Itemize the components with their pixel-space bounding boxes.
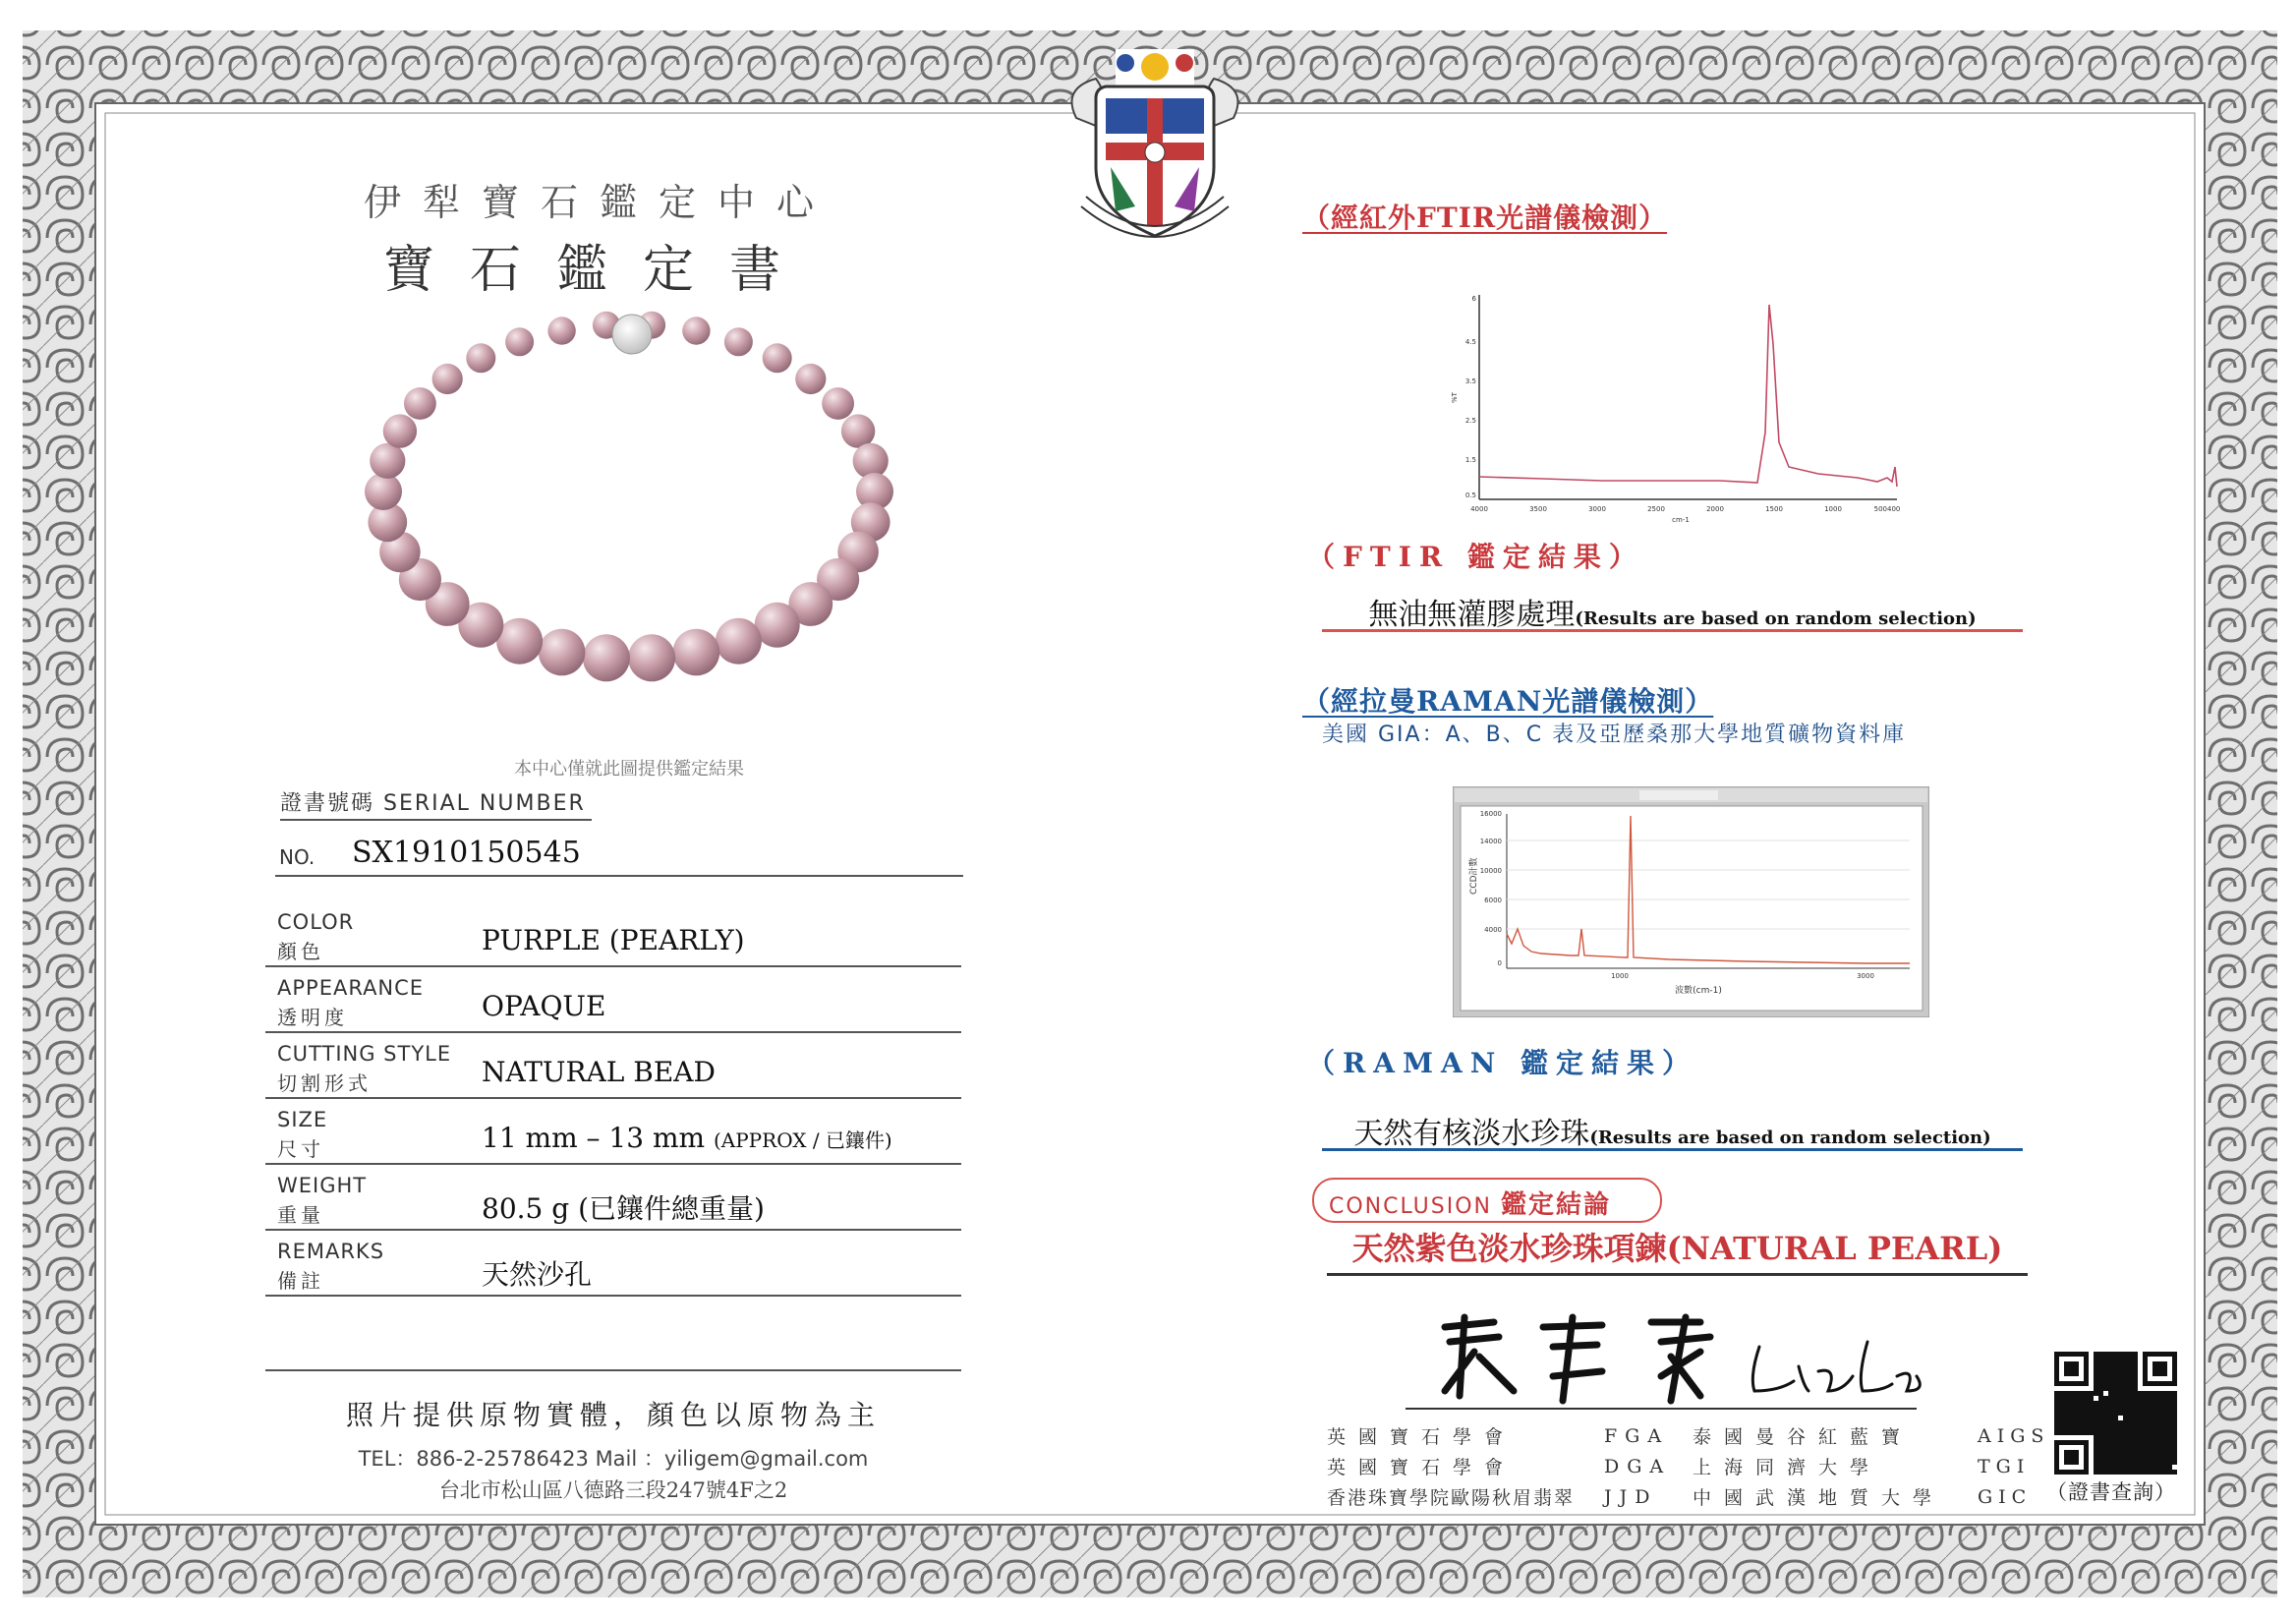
gem-association-crest — [1057, 49, 1253, 251]
raman-test-title: （經拉曼RAMAN光譜儀檢測） — [1302, 685, 1714, 718]
spec-row-cutting-style — [265, 1034, 961, 1099]
credential-row: 香港珠寶學院歐陽秋眉翡翠 JJD 中國武漢地質大學 GIC — [1327, 1485, 2033, 1509]
spec-zh-label: 尺寸 — [277, 1137, 324, 1161]
ftir-result: 無油無灌膠處理(Results are based on random selection) — [1322, 590, 2023, 632]
svg-text:0.5: 0.5 — [1464, 492, 1476, 499]
conclusion-value: 天然紫色淡水珍珠項鍊(NATURAL PEARL) — [1327, 1224, 2028, 1276]
clasp — [612, 315, 652, 354]
spec-en-label: REMARKS — [277, 1240, 385, 1263]
raman-result-title: （RAMAN 鑑定結果） — [1307, 1047, 1698, 1079]
svg-text:%T: %T — [1451, 392, 1459, 403]
serial-no-value: SX1910150545 — [352, 836, 581, 870]
spec-en-label: WEIGHT — [277, 1174, 368, 1197]
raman-reference: 美國 GIA：A、B、C 表及亞歷桑那大學地質礦物資料庫 — [1322, 723, 1907, 747]
svg-text:10000: 10000 — [1479, 867, 1502, 875]
pearl-bead — [822, 387, 854, 420]
svg-text:2500: 2500 — [1647, 505, 1665, 513]
pearl-bead — [365, 473, 402, 510]
spec-row-remarks — [265, 1232, 961, 1297]
pearl-bead — [539, 629, 586, 676]
raman-result: 天然有核淡水珍珠(Results are based on random selection) — [1322, 1109, 2023, 1151]
spec-value: OPAQUE — [482, 990, 606, 1022]
spec-zh-label: 重量 — [277, 1203, 324, 1227]
svg-text:1500: 1500 — [1765, 505, 1783, 513]
certificate-lookup-label: （證書查詢） — [2046, 1480, 2176, 1504]
spec-zh-label: 顏色 — [277, 940, 324, 963]
svg-text:4000: 4000 — [1470, 505, 1488, 513]
svg-text:4000: 4000 — [1484, 926, 1502, 934]
svg-text:3000: 3000 — [1588, 505, 1606, 513]
pearl-bead — [383, 414, 417, 447]
spec-row-appearance — [265, 968, 961, 1033]
ftir-test-title: （經紅外FTIR光譜儀檢測） — [1302, 202, 1668, 234]
svg-text:500400: 500400 — [1873, 505, 1901, 513]
certificate-title: 寶石鑑定書 — [382, 241, 816, 300]
spec-value: 天然沙孔 — [482, 1258, 593, 1291]
pearl-bead — [724, 327, 753, 356]
contact-info: TEL：886-2-25786423 Mail ：yiligem@gmail.com — [358, 1447, 869, 1471]
spec-en-label: COLOR — [277, 910, 355, 934]
pearl-bead — [547, 317, 575, 344]
spec-suffix: (APPROX / 已鑲件) — [713, 1128, 892, 1152]
pearl-bead — [583, 634, 630, 681]
spec-value: PURPLE (PEARLY) — [482, 924, 745, 956]
pearl-bead — [716, 618, 762, 665]
svg-text:1.5: 1.5 — [1464, 456, 1476, 464]
signature-line — [1406, 1408, 1917, 1410]
spec-en-label: APPEARANCE — [277, 976, 425, 1000]
svg-text:6000: 6000 — [1484, 897, 1502, 904]
svg-text:14000: 14000 — [1479, 838, 1502, 845]
svg-text:6: 6 — [1471, 295, 1476, 303]
svg-text:2000: 2000 — [1706, 505, 1724, 513]
svg-text:1000: 1000 — [1824, 505, 1842, 513]
pearl-bead — [795, 364, 826, 394]
svg-text:波數(cm-1): 波數(cm-1) — [1675, 986, 1722, 996]
spec-en-label: CUTTING STYLE — [277, 1042, 452, 1066]
spec-value: 11 mm – 13 mm (APPROX / 已鑲件) — [482, 1122, 892, 1154]
pearl-bead — [432, 364, 463, 394]
spec-zh-label: 透明度 — [277, 1006, 348, 1029]
qr-code[interactable] — [2054, 1352, 2177, 1475]
spec-row-size — [265, 1100, 961, 1165]
divider — [265, 1369, 961, 1371]
pearl-bead — [505, 327, 534, 356]
pearl-bead — [404, 387, 436, 420]
credential-row: 英國寶石學會 FGA 泰國曼谷紅藍寶 AIGS — [1327, 1424, 2050, 1448]
credential-row: 英國寶石學會 DGA 上海同濟大學 TGI — [1327, 1455, 2031, 1478]
svg-text:4.5: 4.5 — [1464, 338, 1476, 346]
svg-text:0: 0 — [1497, 959, 1502, 967]
spec-en-label: SIZE — [277, 1108, 328, 1131]
svg-text:3.5: 3.5 — [1464, 377, 1476, 385]
address: 台北市松山區八德路三段247號4F之2 — [438, 1478, 788, 1502]
spec-row-weight — [265, 1166, 961, 1231]
pearl-necklace-photo — [334, 295, 924, 688]
spec-value: NATURAL BEAD — [482, 1056, 716, 1088]
ftir-spectrum-chart — [1445, 285, 1907, 526]
photo-note: 本中心僅就此圖提供鑑定結果 — [514, 759, 744, 780]
spec-zh-label: 備註 — [277, 1269, 324, 1293]
pearl-bead — [853, 443, 889, 479]
pearl-bead — [370, 443, 405, 479]
examiner-credentials — [1327, 1420, 2049, 1512]
serial-number-row — [275, 836, 963, 877]
conclusion-label: CONCLUSION 鑑定結論 — [1329, 1190, 1612, 1220]
pearl-bead — [673, 629, 720, 676]
pearl-bead — [628, 634, 675, 681]
spec-value: 80.5 g (已鑲件總重量) — [482, 1192, 765, 1225]
ftir-result-title: （FTIR 鑑定結果） — [1307, 541, 1644, 573]
svg-text:3000: 3000 — [1857, 972, 1874, 980]
spec-zh-label: 切割形式 — [277, 1071, 372, 1095]
serial-no-label: NO. — [279, 845, 316, 869]
pearl-bead — [466, 343, 495, 373]
svg-text:cm-1: cm-1 — [1672, 516, 1690, 524]
pearl-beads — [365, 312, 893, 682]
svg-text:1000: 1000 — [1611, 972, 1629, 980]
svg-text:16000: 16000 — [1479, 810, 1502, 818]
raman-spectrum-chart — [1453, 786, 1929, 1017]
pearl-bead — [841, 414, 875, 447]
svg-text:3500: 3500 — [1529, 505, 1547, 513]
pearl-bead — [682, 317, 710, 344]
svg-text:CCD計數: CCD計數 — [1469, 857, 1479, 895]
gem-center-name: 伊犁寶石鑑定中心 — [363, 181, 835, 224]
pearl-bead — [763, 343, 792, 373]
photo-disclaimer: 照片提供原物實體，顏色以原物為主 — [345, 1399, 881, 1431]
spec-row-color — [265, 902, 961, 967]
handwritten-signature — [1406, 1298, 1936, 1416]
svg-text:2.5: 2.5 — [1464, 417, 1476, 425]
serial-number-label: 證書號碼 SERIAL NUMBER — [280, 786, 592, 821]
